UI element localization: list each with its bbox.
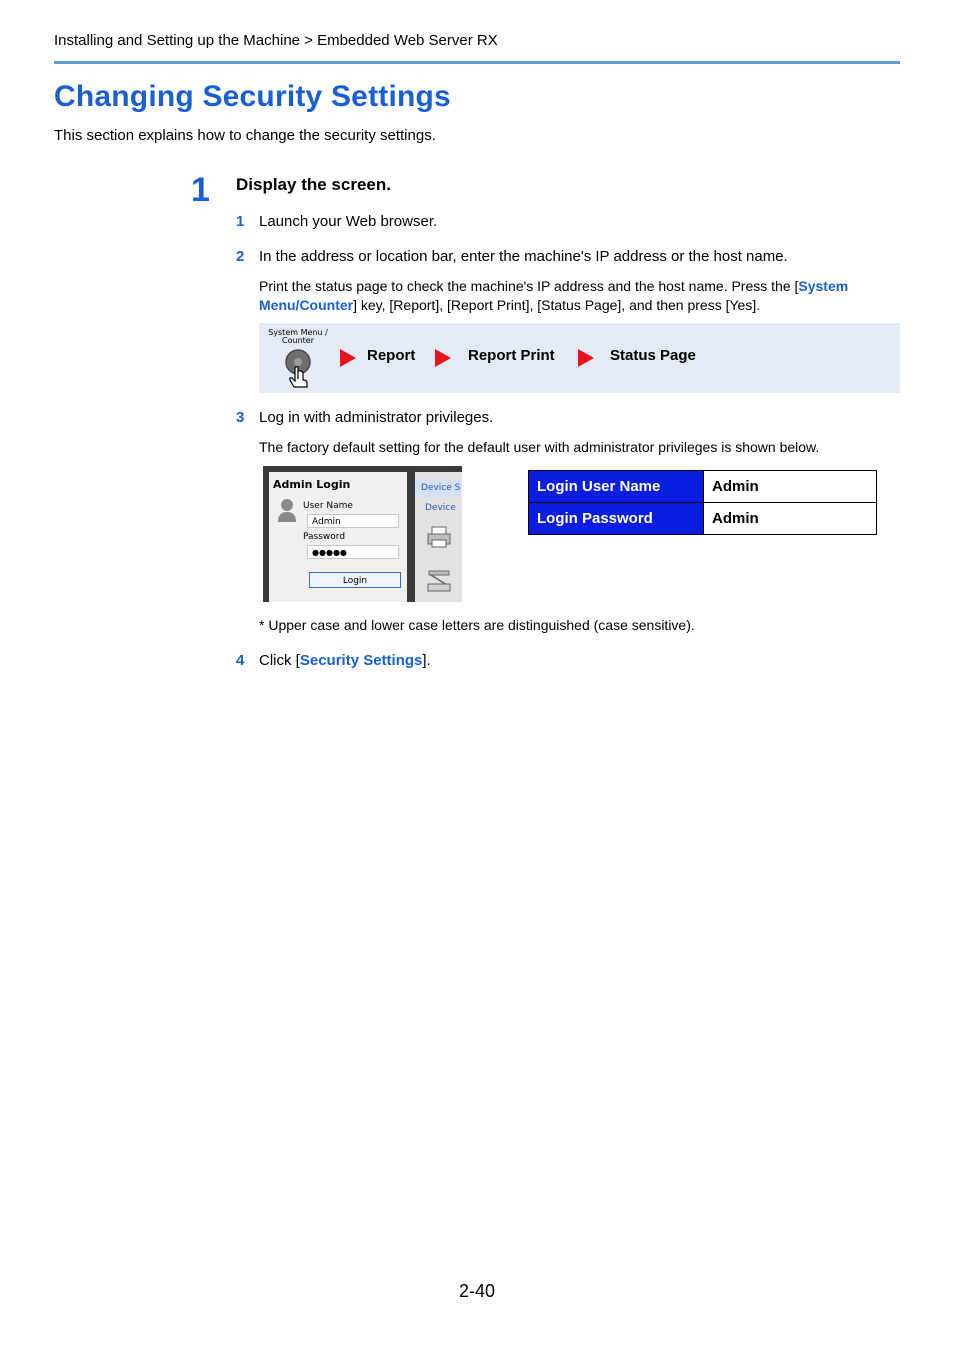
login-password-value: Admin [704,503,877,535]
step-heading: Display the screen. [236,175,391,194]
system-menu-key-icon[interactable] [281,347,315,389]
substep-1 [236,213,244,231]
note-text: Print the status page to check the machine's IP address and the host name. Press the [ [259,278,799,294]
table-row [529,471,877,503]
status-page-note [259,277,899,315]
default-setting-note: The factory default setting for the default user with administrator privileges is shown below. [259,439,820,455]
device-status-tab[interactable]: Device S [415,479,462,497]
key-label-line: Counter [282,336,314,345]
login-password-label: Login Password [529,503,704,535]
header-rule [54,61,900,64]
substep-number: 2 [236,248,245,265]
arrow-right-icon [340,349,356,367]
case-sensitive-note: * Upper case and lower case letters are distinguished (case sensitive). [259,617,695,633]
substep-4-post: ]. [422,652,431,669]
substep-4-pre: Click [ [259,652,300,669]
login-panel [269,472,407,602]
password-input[interactable]: ●●●●● [307,545,399,559]
user-name-input[interactable]: Admin [307,514,399,528]
table-row [529,503,877,535]
arrow-right-icon [435,349,451,367]
step-number: 1 [191,171,210,209]
nav-item-report: Report [367,347,416,364]
breadcrumb: Installing and Setting up the Machine > Embedded Web Server RX [54,32,498,49]
note-text: ] key, [Report], [Report Print], [Status Page], and then press [Yes]. [353,297,761,313]
device-sidebar [415,472,462,602]
page-number: 2-40 [458,1281,496,1301]
menu-counter-link[interactable]: Menu/Counter [259,297,354,313]
page-title: Changing Security Settings [54,80,451,113]
intro-text: This section explains how to change the security settings. [54,127,436,144]
arrow-right-icon [578,349,594,367]
system-menu-key-label [267,329,329,345]
nav-item-status-page: Status Page [610,347,696,364]
substep-3-text: Log in with administrator privileges. [259,409,494,426]
admin-login-screenshot [263,466,462,602]
substep-1-text: Launch your Web browser. [259,213,438,230]
printer-icon[interactable] [427,526,451,548]
substep-number: 1 [236,213,245,230]
substep-2-text: In the address or location bar, enter the machine's IP address or the host name. [259,248,788,265]
substep-number: 3 [236,409,245,426]
nav-item-report-print: Report Print [468,347,555,364]
user-name-label: User Name [303,501,353,511]
substep-2 [236,248,244,266]
substep-3 [236,409,244,427]
credentials-table [528,470,877,535]
login-user-name-value: Admin [704,471,877,503]
scanner-icon[interactable] [427,568,451,592]
system-key-link[interactable]: System [798,278,849,294]
substep-number: 4 [236,652,245,669]
navigation-path [259,323,900,393]
password-label: Password [303,532,346,542]
login-user-name-label: Login User Name [529,471,704,503]
key-label-line: System Menu / [268,328,328,337]
substep-4 [236,652,244,670]
user-avatar-icon [277,497,297,523]
login-button[interactable]: Login [309,572,401,588]
security-settings-link[interactable]: Security Settings [299,652,423,669]
substep-4-text [259,652,431,669]
login-title: Admin Login [273,478,351,491]
device-menu-item[interactable]: Device [425,503,456,513]
